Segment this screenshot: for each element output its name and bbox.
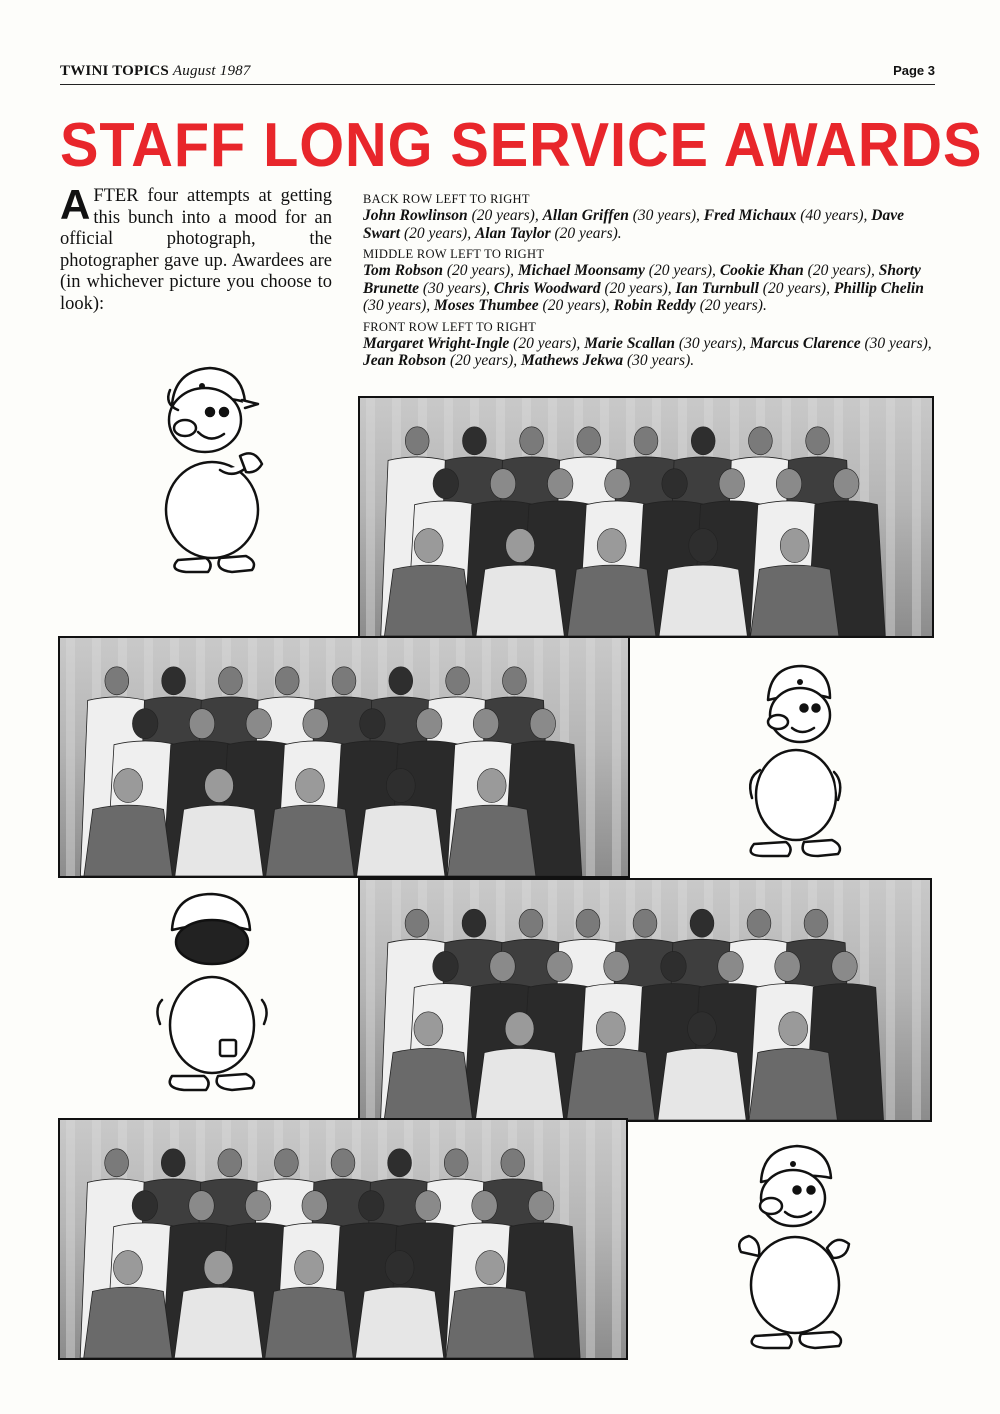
person-head (462, 909, 486, 937)
person-years: (20 years), (762, 279, 830, 297)
person-head (506, 529, 535, 563)
caption-front-row (363, 319, 943, 370)
curtain-fold (586, 638, 595, 876)
intro-text: FTER four attempts at getting this bunch into a mood for an official photograph, the photographer gave up. Awardees are (in whichever picture you choose to look): (60, 186, 332, 314)
person-head (205, 769, 234, 803)
person-head (204, 1251, 233, 1285)
person-head (189, 709, 215, 739)
publication-line (60, 63, 251, 80)
person-head (473, 709, 499, 739)
person-years: (30 years), (632, 207, 700, 224)
person-head (806, 427, 830, 455)
person-head (105, 1149, 129, 1177)
issue-date: August 1987 (172, 63, 251, 79)
person-head (360, 709, 386, 739)
person-years: (30 years), (678, 334, 747, 352)
person-head (246, 709, 271, 739)
person-years: (30 years), (363, 297, 431, 314)
curtain-fold (586, 1120, 595, 1358)
person-name: Allan Griffen (542, 207, 629, 224)
person-head (331, 1149, 355, 1177)
person-head (114, 769, 143, 803)
mascot-cartoon-back-view (150, 890, 280, 1095)
person-years: (20 years), (450, 352, 518, 369)
person-years: (20 years), (471, 207, 539, 224)
person-years: (20 years). (554, 224, 622, 242)
person-head (576, 909, 600, 937)
intro-paragraph (60, 181, 332, 315)
person-figure (476, 565, 564, 636)
person-figure (384, 1048, 472, 1120)
person-head (597, 529, 626, 563)
person-name: Tom Robson (363, 262, 443, 279)
photo-scene (60, 1120, 626, 1358)
person-name: John Rowlinson (363, 207, 468, 224)
person-head (719, 469, 745, 499)
person-head (476, 1251, 505, 1285)
curtain-fold (66, 638, 75, 876)
curtain-fold (886, 880, 895, 1120)
person-figure (265, 1287, 353, 1358)
person-head (414, 529, 443, 563)
person-years: (20 years), (542, 297, 610, 314)
person-head (385, 1251, 414, 1285)
person-years: (20 years), (807, 262, 875, 279)
person-figure (84, 805, 172, 876)
person-figure (446, 1287, 534, 1358)
drop-cap: A (60, 181, 91, 228)
mascot-clapping-icon (150, 360, 280, 575)
person-head (505, 1012, 534, 1046)
person-name: Alan Taylor (474, 224, 551, 242)
person-head (804, 909, 828, 937)
person-name: Jean Robson (363, 352, 447, 369)
person-head (389, 667, 413, 695)
person-head (415, 1191, 441, 1221)
person-head (530, 709, 556, 739)
caption-middle-row (363, 246, 943, 315)
person-head (162, 667, 186, 695)
person-head (779, 1012, 808, 1046)
publication-name: TWINI TOPICS (60, 63, 169, 79)
person-years: (20 years), (403, 224, 472, 242)
mascot-happy-icon (735, 1140, 857, 1350)
person-head (503, 667, 527, 695)
person-years: (20 years), (513, 334, 581, 352)
person-name: Shorty Brunette (363, 262, 921, 297)
person-head (688, 1012, 717, 1046)
caption-back-row (363, 191, 943, 242)
person-figure (355, 1287, 443, 1358)
group-photo-1 (358, 396, 934, 638)
person-head (113, 1251, 142, 1285)
curtain-fold (66, 1120, 75, 1358)
person-figure (567, 565, 655, 636)
person-head (359, 1191, 385, 1221)
mascot-standing-icon (738, 660, 850, 860)
person-head (747, 909, 771, 937)
group-photo-2 (58, 636, 630, 878)
person-years: (40 years), (800, 207, 868, 224)
person-years: (30 years), (422, 279, 491, 297)
mascot-cartoon-clapping (150, 360, 280, 575)
person-name: Phillip Chelin (833, 279, 924, 297)
person-name: Moses Thumbee (434, 297, 539, 314)
person-head (295, 1251, 324, 1285)
name-list (363, 335, 943, 370)
person-head (662, 469, 688, 499)
person-head (780, 529, 809, 563)
person-figure (175, 805, 263, 876)
group-photo-4 (58, 1118, 628, 1360)
person-head (605, 469, 631, 499)
person-head (132, 709, 158, 739)
curtain-fold (366, 398, 375, 636)
person-head (661, 951, 687, 981)
person-figure (384, 565, 472, 636)
person-name: Dave Swart (363, 207, 904, 242)
person-head (604, 951, 630, 981)
photo-scene (360, 398, 932, 636)
person-figure (749, 1048, 837, 1120)
person-name: Fred Michaux (703, 207, 797, 224)
curtain-fold (612, 638, 621, 876)
person-head (490, 951, 516, 981)
person-head (490, 469, 516, 499)
person-head (776, 469, 802, 499)
person-head (520, 427, 544, 455)
photo-scene (360, 880, 930, 1120)
person-years: (30 years), (864, 334, 932, 352)
person-head (414, 1012, 443, 1046)
person-years: (20 years), (604, 279, 672, 297)
person-head (302, 1191, 328, 1221)
person-head (105, 667, 129, 695)
person-head (444, 1149, 468, 1177)
person-head (718, 951, 744, 981)
curtain-fold (912, 398, 921, 636)
person-head (634, 427, 658, 455)
person-head (219, 667, 243, 695)
person-head (161, 1149, 185, 1177)
group-photo-3 (358, 878, 932, 1122)
person-name: Mathews Jekwa (521, 352, 624, 369)
person-head (749, 427, 773, 455)
person-head (275, 1149, 299, 1177)
person-head (388, 1149, 412, 1177)
person-head (416, 709, 442, 739)
person-head (463, 427, 487, 455)
masthead (60, 60, 935, 85)
person-figure (658, 1048, 746, 1120)
page-number: Page 3 (893, 63, 935, 78)
person-head (405, 909, 429, 937)
row-heading: MIDDLE ROW LEFT TO RIGHT (363, 247, 545, 261)
photo-scene (60, 638, 628, 876)
person-head (386, 769, 415, 803)
person-figure (659, 565, 747, 636)
person-head (547, 469, 573, 499)
person-head (295, 769, 324, 803)
person-head (275, 667, 299, 695)
curtain-fold (886, 398, 895, 636)
person-head (833, 469, 859, 499)
person-head (633, 909, 657, 937)
person-figure (751, 565, 839, 636)
mascot-cartoon-happy (735, 1140, 857, 1350)
person-head (446, 667, 470, 695)
person-head (218, 1149, 242, 1177)
name-list (363, 207, 943, 242)
person-name: Marcus Clarence (749, 334, 861, 352)
person-figure (447, 805, 535, 876)
person-head (832, 951, 858, 981)
person-years: (20 years), (446, 262, 514, 279)
person-head (519, 909, 543, 937)
person-head (433, 469, 459, 499)
curtain-fold (612, 1120, 621, 1358)
person-head (303, 709, 329, 739)
person-head (689, 529, 718, 563)
person-head (405, 427, 429, 455)
person-name: Cookie Khan (719, 262, 804, 279)
person-head (433, 951, 459, 981)
person-years: (20 years), (648, 262, 716, 279)
person-head (189, 1191, 215, 1221)
mascot-back-view-icon (150, 890, 280, 1095)
person-head (596, 1012, 625, 1046)
person-figure (174, 1287, 262, 1358)
person-head (547, 951, 573, 981)
person-figure (567, 1048, 655, 1120)
headline: STAFF LONG SERVICE AWARDS (60, 111, 983, 180)
person-name: Margaret Wright-Ingle (363, 334, 510, 352)
person-name: Chris Woodward (493, 279, 601, 297)
person-head (501, 1149, 525, 1177)
person-years: (20 years). (699, 297, 767, 314)
row-heading: BACK ROW LEFT TO RIGHT (363, 192, 530, 206)
curtain-fold (366, 880, 375, 1120)
person-head (775, 951, 801, 981)
person-head (245, 1191, 271, 1221)
name-list (363, 262, 943, 315)
person-head (132, 1191, 158, 1221)
person-name: Ian Turnbull (675, 279, 759, 297)
photo-caption (363, 191, 943, 374)
person-name: Robin Reddy (613, 297, 696, 314)
person-years: (30 years). (626, 352, 695, 369)
mascot-cartoon-standing (738, 660, 850, 860)
person-head (691, 427, 715, 455)
person-figure (357, 805, 445, 876)
person-name: Marie Scallan (584, 334, 676, 352)
person-figure (266, 805, 354, 876)
person-head (472, 1191, 498, 1221)
person-head (690, 909, 714, 937)
person-head (528, 1191, 554, 1221)
curtain-fold (912, 880, 921, 1120)
person-figure (84, 1287, 172, 1358)
row-heading: FRONT ROW LEFT TO RIGHT (363, 319, 537, 334)
person-head (332, 667, 356, 695)
person-head (577, 427, 601, 455)
person-head (477, 769, 506, 803)
person-name: Michael Moonsamy (517, 262, 645, 279)
person-figure (475, 1048, 563, 1120)
